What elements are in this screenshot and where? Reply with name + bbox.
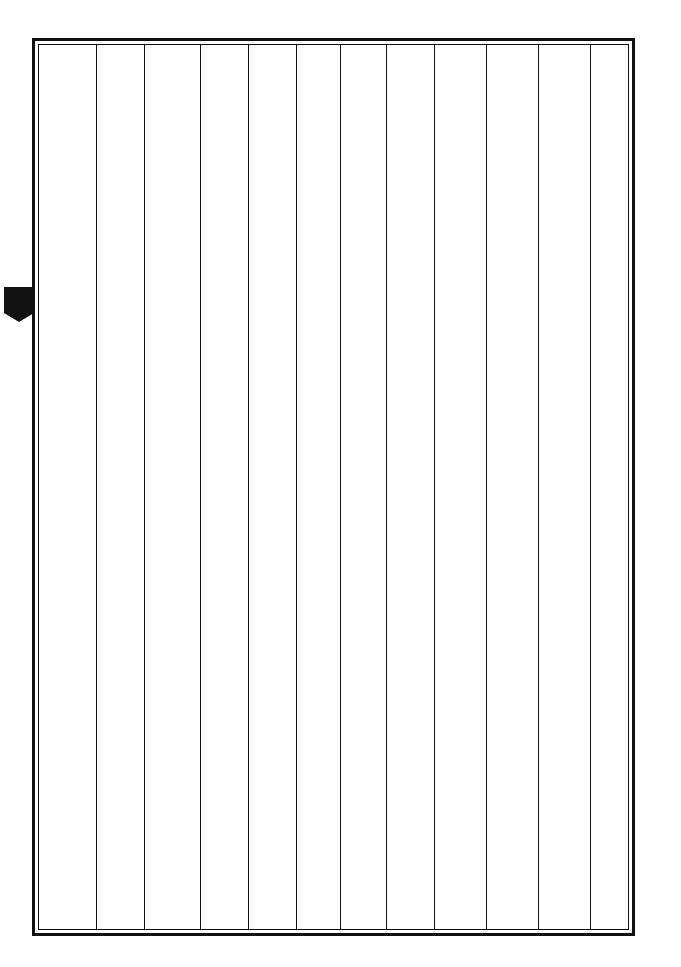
column-divider xyxy=(144,44,145,930)
column-divider xyxy=(340,44,341,930)
column-divider xyxy=(386,44,387,930)
column-divider xyxy=(248,44,249,930)
column-divider xyxy=(96,44,97,930)
page-number xyxy=(2,718,36,752)
fish-tail-mark-icon xyxy=(2,285,36,323)
column-divider xyxy=(434,44,435,930)
column-divider xyxy=(538,44,539,930)
column-divider xyxy=(296,44,297,930)
page-border-inner xyxy=(38,44,629,930)
text-column-4 xyxy=(438,56,482,206)
column-divider xyxy=(486,44,487,930)
column-divider xyxy=(200,44,201,930)
column-divider xyxy=(590,44,591,930)
